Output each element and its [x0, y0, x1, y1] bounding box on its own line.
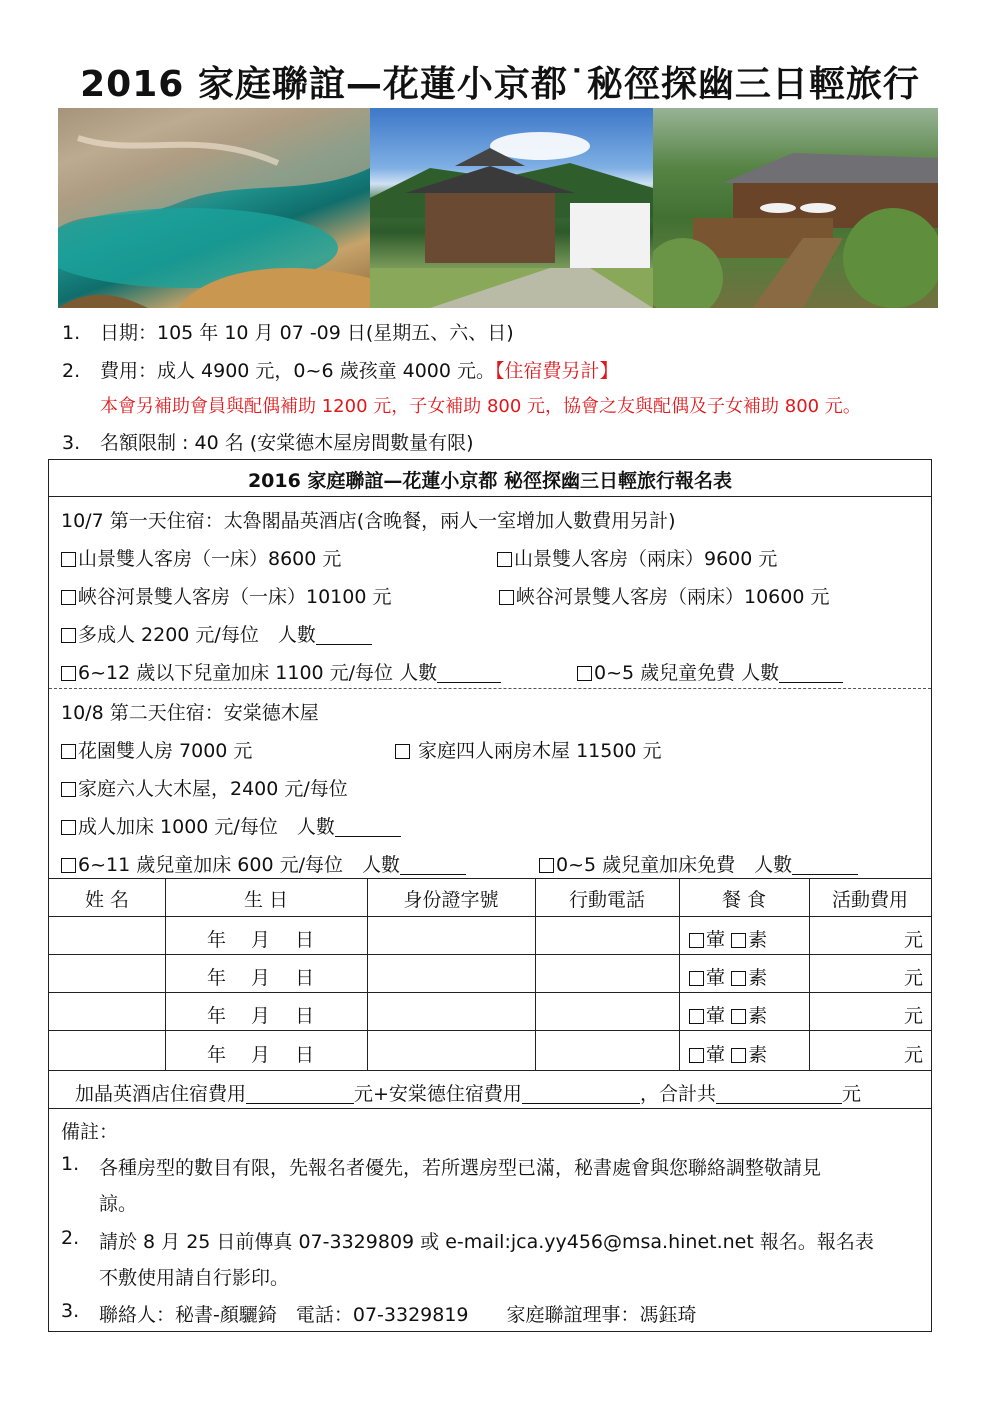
checkbox[interactable] [731, 1009, 746, 1024]
birth-date-field[interactable]: 年 月 日 [207, 1005, 315, 1027]
hotel-fee-label: 加晶英酒店住宿費用 [75, 1083, 247, 1105]
meat-label: 葷 [706, 1005, 726, 1027]
note-2-line-2: 不敷使用請自行影印。 [99, 1267, 290, 1289]
divider [49, 1070, 931, 1071]
checkbox[interactable] [61, 744, 76, 759]
count-field[interactable] [792, 856, 858, 875]
contact-line: 聯絡人：秘書-顏驪錡 電話：07-3329819 家庭聯誼理事：馮鈺琦 [99, 1304, 697, 1326]
option-label: 家庭四人兩房木屋 11500 元 [412, 740, 662, 762]
lodging-note: 【住宿費另計】 [495, 360, 619, 382]
photo-strip [58, 108, 938, 308]
col-header-fee: 活動費用 [831, 889, 908, 911]
divider [49, 878, 931, 879]
hotel-fee-field[interactable] [246, 1085, 354, 1104]
day2-option-infant-free[interactable] [539, 850, 858, 877]
day1-option-mountain-one-bed[interactable] [61, 544, 341, 571]
checkbox[interactable] [731, 971, 746, 986]
checkbox[interactable] [689, 1048, 704, 1063]
cabin-fee-field[interactable] [522, 1085, 640, 1104]
option-label: 多成人 2200 元/每位 人數 [78, 624, 316, 646]
column-line [679, 878, 680, 1070]
checkbox[interactable] [497, 552, 512, 567]
checkbox[interactable] [395, 744, 410, 759]
birth-date-field[interactable]: 年 月 日 [207, 1044, 315, 1066]
day1-option-infant-free[interactable] [577, 658, 843, 685]
fee-text: 費用：成人 4900 元，0~6 歲孩童 4000 元。 [100, 360, 496, 382]
quota-text: 名額限制 : 40 名 (安棠德木屋房間數量有限) [100, 432, 474, 454]
birth-date-field[interactable]: 年 月 日 [207, 967, 315, 989]
checkbox[interactable] [731, 933, 746, 948]
checkbox[interactable] [61, 782, 76, 797]
column-line [165, 878, 166, 1070]
divider [49, 992, 931, 993]
info-quota [62, 428, 474, 455]
veg-label: 素 [748, 929, 768, 951]
checkbox[interactable] [689, 933, 704, 948]
option-label: 6~12 歲以下兒童加床 1100 元/每位 人數 [78, 662, 438, 684]
checkbox[interactable] [689, 971, 704, 986]
meat-label: 葷 [706, 1044, 726, 1066]
note-1-line-1: 各種房型的數目有限，先報名者優先，若所選房型已滿，秘書處會與您聯絡調整敬請見 [99, 1157, 822, 1179]
column-line [367, 878, 368, 1070]
day1-option-extra-adult[interactable] [61, 620, 372, 647]
divider [49, 1108, 931, 1109]
option-label: 0~5 歲兒童加床免費 人數 [556, 854, 793, 876]
day2-option-family-four[interactable] [395, 736, 662, 763]
registration-form [48, 459, 932, 1332]
option-label: 峽谷河景雙人客房（一床）10100 元 [78, 586, 392, 608]
option-label: 6~11 歲兒童加床 600 元/每位 人數 [78, 854, 400, 876]
count-field[interactable] [400, 856, 466, 875]
day2-title: 10/8 第二天住宿：安棠德木屋 [61, 702, 319, 724]
count-field[interactable] [779, 664, 843, 683]
day1-option-mountain-two-beds[interactable] [497, 544, 777, 571]
fee-field[interactable]: 元 [903, 1005, 923, 1027]
note-number: 3. [61, 1300, 80, 1322]
page-title: 2016 家庭聯誼—花蓮小京都˙秘徑探幽三日輕旅行 [80, 64, 920, 105]
form-title: 2016 家庭聯誼—花蓮小京都 秘徑探幽三日輕旅行報名表 [247, 470, 733, 492]
divider [49, 954, 931, 955]
info-fee [62, 356, 619, 383]
veg-label: 素 [748, 1044, 768, 1066]
divider [49, 916, 931, 917]
option-label: 山景雙人客房（兩床）9600 元 [514, 548, 778, 570]
day2-option-garden-double[interactable] [61, 736, 252, 763]
checkbox[interactable] [61, 628, 76, 643]
veg-label: 素 [748, 1005, 768, 1027]
meal-choice[interactable] [689, 1001, 767, 1028]
date-text: 日期：105 年 10 月 07 -09 日(星期五、六、日) [100, 322, 514, 344]
day1-option-river-one-bed[interactable] [61, 582, 391, 609]
checkbox[interactable] [539, 858, 554, 873]
checkbox[interactable] [61, 820, 76, 835]
wooden-cabin-photo [653, 108, 938, 308]
checkbox[interactable] [61, 666, 76, 681]
day2-option-adult-bed[interactable] [61, 812, 401, 839]
option-label: 花園雙人房 7000 元 [78, 740, 253, 762]
fee-field[interactable]: 元 [903, 967, 923, 989]
meat-label: 葷 [706, 967, 726, 989]
option-label: 0~5 歲兒童免費 人數 [594, 662, 780, 684]
checkbox[interactable] [689, 1009, 704, 1024]
fee-field[interactable]: 元 [903, 929, 923, 951]
col-header-meal: 餐 食 [721, 889, 767, 911]
total-unit: 元 [841, 1083, 861, 1105]
total-label: ，合計共 [639, 1083, 716, 1105]
day1-option-river-two-beds[interactable] [499, 582, 829, 609]
meal-choice[interactable] [689, 925, 767, 952]
column-line [535, 878, 536, 1070]
checkbox[interactable] [731, 1048, 746, 1063]
count-field[interactable] [335, 818, 401, 837]
col-header-id: 身份證字號 [403, 889, 499, 911]
divider [49, 496, 931, 497]
col-header-phone: 行動電話 [568, 889, 645, 911]
checkbox[interactable] [61, 858, 76, 873]
list-number: 2. [62, 360, 81, 382]
fee-field[interactable]: 元 [903, 1044, 923, 1066]
checkbox[interactable] [61, 590, 76, 605]
meal-choice[interactable] [689, 963, 767, 990]
veg-label: 素 [748, 967, 768, 989]
checkbox[interactable] [499, 590, 514, 605]
birth-date-field[interactable]: 年 月 日 [207, 929, 315, 951]
temple-photo [370, 108, 653, 308]
gorge-photo [58, 108, 370, 308]
note-2-line-1: 請於 8 月 25 日前傳真 07-3329809 或 e-mail:jca.yy456@msa.hinet.net 報名。報名表 [99, 1231, 874, 1253]
cabin-fee-label: 元+安棠德住宿費用 [354, 1083, 522, 1105]
count-field[interactable] [437, 664, 501, 683]
option-label: 峽谷河景雙人客房（兩床）10600 元 [516, 586, 830, 608]
day1-option-child-bed[interactable] [61, 658, 501, 685]
option-label: 山景雙人客房（一床）8600 元 [78, 548, 342, 570]
list-number: 3. [62, 432, 81, 454]
option-label: 家庭六人大木屋，2400 元/每位 [78, 778, 348, 800]
note-number: 2. [61, 1227, 80, 1249]
column-line [809, 878, 810, 1070]
col-header-birthday: 生 日 [243, 889, 289, 911]
note-1-line-2: 諒。 [99, 1193, 138, 1215]
divider [49, 1030, 931, 1031]
notes-label: 備註： [61, 1121, 119, 1143]
note-number: 1. [61, 1153, 80, 1175]
meat-label: 葷 [706, 929, 726, 951]
info-date [62, 318, 514, 345]
option-label: 成人加床 1000 元/每位 人數 [78, 816, 335, 838]
subsidy-text: 本會另補助會員與配偶補助 1200 元，子女補助 800 元，協會之友與配偶及子女補助 800 元。 [100, 396, 861, 417]
col-header-name: 姓 名 [84, 889, 130, 911]
checkbox[interactable] [61, 552, 76, 567]
meal-choice[interactable] [689, 1040, 767, 1067]
day2-option-child-bed[interactable] [61, 850, 466, 877]
checkbox[interactable] [577, 666, 592, 681]
total-line [75, 1079, 861, 1106]
total-field[interactable] [716, 1085, 842, 1104]
count-field[interactable] [316, 626, 372, 645]
day2-option-family-six[interactable] [61, 774, 348, 801]
dashed-divider [49, 688, 931, 689]
day1-title: 10/7 第一天住宿：太魯閣晶英酒店(含晚餐，兩人一室增加人數費用另計) [61, 510, 676, 532]
list-number: 1. [62, 322, 81, 344]
